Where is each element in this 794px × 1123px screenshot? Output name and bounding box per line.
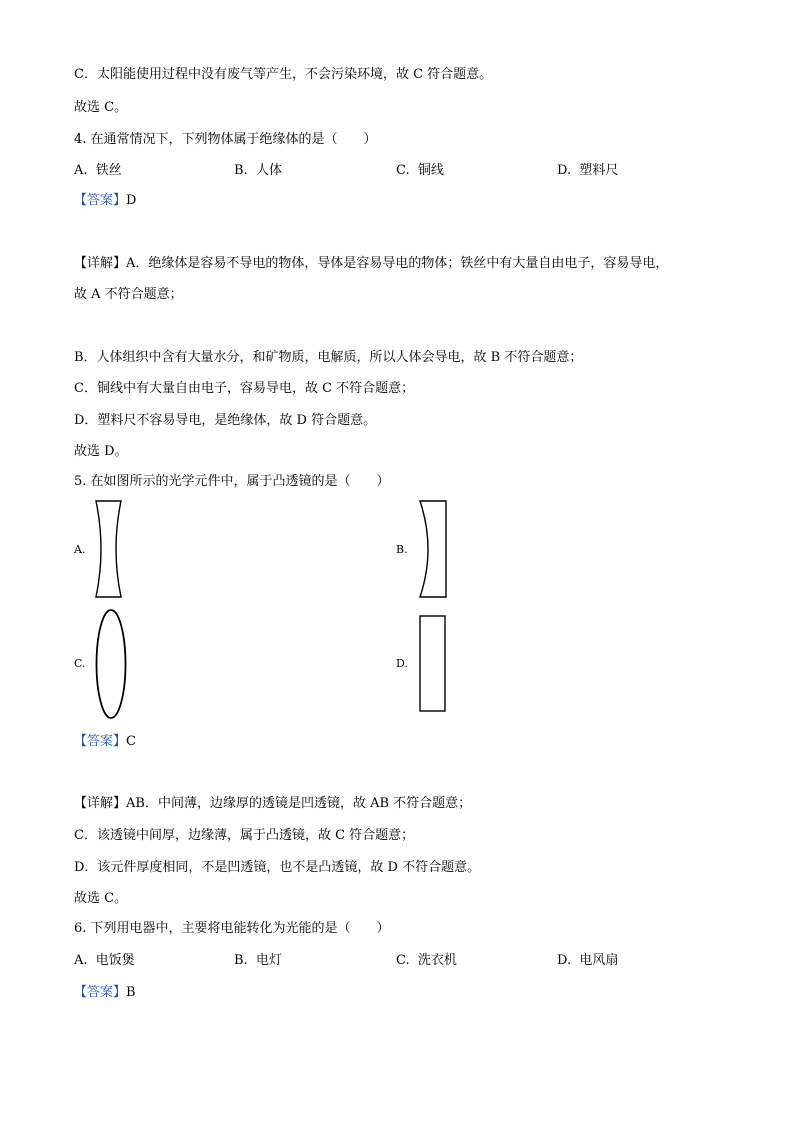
detail-tag: 【详解】 xyxy=(74,796,127,811)
q4-stem: 4. 在通常情况下，下列物体属于绝缘体的是（ ） xyxy=(74,132,377,147)
option-text: 塑料尺 xyxy=(579,163,619,178)
answer-value: B xyxy=(126,985,136,1000)
answer-tag: 【答案】 xyxy=(74,193,127,208)
answer-value: C xyxy=(126,734,136,749)
q5-detail-c: C．该透镜中间厚，边缘薄，属于凸透镜，故 C 符合题意； xyxy=(74,828,415,843)
q6-option-b xyxy=(234,952,282,970)
q6-option-d xyxy=(557,952,618,970)
answer-tag: 【答案】 xyxy=(74,734,127,749)
option-label: A. xyxy=(74,163,88,178)
q5-detail-ab xyxy=(74,795,471,813)
q4-detail-c: C．铜线中有大量自由电子，容易导电，故 C 不符合题意； xyxy=(74,381,415,396)
option-text: 铜线 xyxy=(417,163,444,178)
q4-conclusion: 故选 D。 xyxy=(74,444,128,459)
q3-option-c-explanation: C．太阳能使用过程中没有废气等产生，不会污染环境，故 C 符合题意。 xyxy=(74,67,493,82)
answer-value: D xyxy=(126,193,137,208)
convex-lens-figure xyxy=(93,607,129,721)
q4-detail-a-line1 xyxy=(74,255,668,273)
detail-text: AB．中间薄，边缘厚的透镜是凹透镜，故 AB 不符合题意； xyxy=(126,796,472,811)
q4-option-d xyxy=(557,162,618,180)
plano-concave-lens-figure xyxy=(418,499,450,599)
q4-answer xyxy=(74,192,136,210)
q4-detail-d: D．塑料尺不容易导电，是绝缘体，故 D 符合题意。 xyxy=(74,413,377,428)
q6-option-c xyxy=(396,952,457,970)
answer-tag: 【答案】 xyxy=(74,985,127,1000)
q6-option-a xyxy=(74,952,135,970)
detail-tag: 【详解】 xyxy=(74,256,127,271)
q5-option-c-label: C. xyxy=(74,657,86,670)
q4-option-a xyxy=(74,162,122,180)
q6-stem: 6. 下列用电器中，主要将电能转化为光能的是（ ） xyxy=(74,921,390,936)
q5-conclusion: 故选 C。 xyxy=(74,891,128,906)
option-label: B. xyxy=(234,163,248,178)
option-text: 电饭煲 xyxy=(95,953,135,968)
option-text: 洗衣机 xyxy=(417,953,457,968)
flat-glass-plate-figure xyxy=(418,614,448,714)
q5-detail-d: D．该元件厚度相同，不是凹透镜，也不是凸透镜，故 D 不符合题意。 xyxy=(74,860,481,875)
q4-option-b xyxy=(234,162,282,180)
q5-answer xyxy=(74,733,136,751)
q4-detail-a-line2: 故 A 不符合题意； xyxy=(74,287,183,302)
q5-option-b-label: B. xyxy=(396,543,408,556)
q4-detail-b: B．人体组织中含有大量水分，和矿物质，电解质，所以人体会导电，故 B 不符合题意； xyxy=(74,350,583,365)
detail-text: A．绝缘体是容易不导电的物体，导体是容易导电的物体；铁丝中有大量自由电子，容易导电， xyxy=(126,256,669,271)
q6-answer xyxy=(74,984,136,1002)
option-text: 人体 xyxy=(255,163,282,178)
option-label: C. xyxy=(396,953,410,968)
option-text: 电风扇 xyxy=(579,953,619,968)
option-text: 铁丝 xyxy=(95,163,122,178)
option-label: D. xyxy=(557,163,572,178)
q5-option-d-label: D. xyxy=(396,657,408,670)
q5-option-a-label: A. xyxy=(74,543,86,556)
option-label: D. xyxy=(557,953,572,968)
option-text: 电灯 xyxy=(255,953,282,968)
q3-conclusion: 故选 C。 xyxy=(74,100,128,115)
option-label: B. xyxy=(234,953,248,968)
option-label: A. xyxy=(74,953,88,968)
q5-stem: 5. 在如图所示的光学元件中，属于凸透镜的是（ ） xyxy=(74,474,390,489)
option-label: C. xyxy=(396,163,410,178)
q4-option-c xyxy=(396,162,444,180)
concave-lens-figure xyxy=(92,499,126,599)
